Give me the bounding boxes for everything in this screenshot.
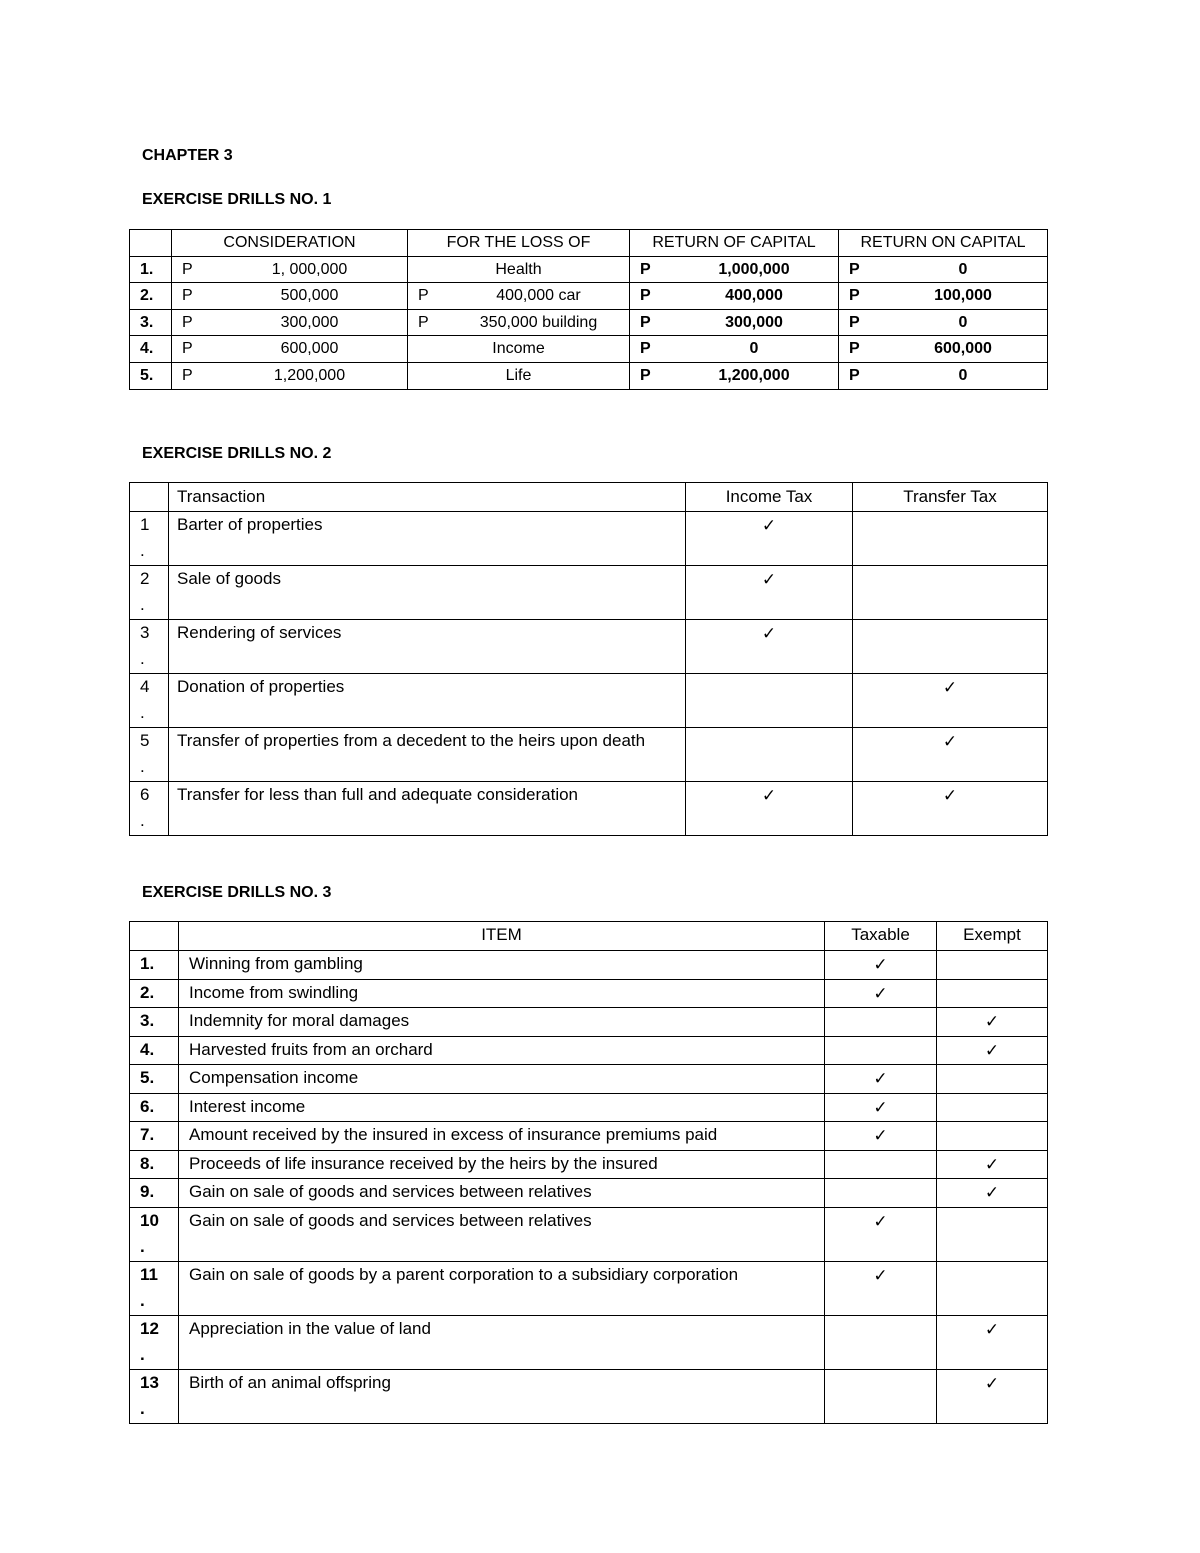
return-of-cell bbox=[630, 309, 839, 336]
return-of-cell bbox=[630, 283, 839, 310]
drill1-table bbox=[129, 229, 1048, 390]
row-number: 7. bbox=[130, 1122, 179, 1151]
transaction-cell: Donation of properties bbox=[169, 674, 686, 728]
check-icon bbox=[937, 951, 1048, 980]
loss-cell: Income bbox=[408, 336, 630, 363]
loss-cell bbox=[408, 283, 630, 310]
check-icon bbox=[686, 674, 853, 728]
drill2-table bbox=[129, 482, 1048, 836]
drill3-table bbox=[129, 921, 1048, 1424]
amount: 400,000 bbox=[725, 287, 783, 305]
header-taxable: Taxable bbox=[825, 922, 937, 951]
item-cell: Winning from gambling bbox=[179, 951, 825, 980]
drill3-header-row bbox=[130, 922, 1048, 951]
check-icon bbox=[825, 1179, 937, 1208]
row-number: 1 . bbox=[130, 512, 169, 566]
header-transaction: Transaction bbox=[169, 483, 686, 512]
check-icon bbox=[825, 1036, 937, 1065]
drill3-title: EXERCISE DRILLS NO. 3 bbox=[142, 884, 332, 901]
currency: P bbox=[849, 260, 860, 278]
header-blank bbox=[130, 922, 179, 951]
table-row bbox=[130, 1036, 1048, 1065]
loss-text: 350,000 building bbox=[479, 313, 598, 331]
row-number: 10 . bbox=[130, 1207, 179, 1261]
table-row bbox=[130, 336, 1048, 363]
table-row bbox=[130, 1093, 1048, 1122]
table-row bbox=[130, 782, 1048, 836]
consideration-cell bbox=[172, 309, 408, 336]
check-icon: ✓ bbox=[825, 1093, 937, 1122]
return-on-cell bbox=[839, 283, 1048, 310]
return-on-cell bbox=[839, 336, 1048, 363]
consideration-cell bbox=[172, 256, 408, 283]
table-row bbox=[130, 979, 1048, 1008]
table-row bbox=[130, 1008, 1048, 1037]
check-icon: ✓ bbox=[937, 1179, 1048, 1208]
table-row bbox=[130, 1122, 1048, 1151]
check-icon bbox=[937, 1261, 1048, 1315]
check-icon bbox=[825, 1008, 937, 1037]
loss-cell: Health bbox=[408, 256, 630, 283]
check-icon bbox=[853, 620, 1048, 674]
check-icon bbox=[825, 1369, 937, 1423]
drill1-header-row bbox=[130, 230, 1048, 257]
check-icon bbox=[686, 728, 853, 782]
row-number: 13 . bbox=[130, 1369, 179, 1423]
check-icon bbox=[937, 979, 1048, 1008]
row-number: 6 . bbox=[130, 782, 169, 836]
amount: 100,000 bbox=[934, 287, 992, 305]
row-number: 1. bbox=[130, 951, 179, 980]
row-number: 9. bbox=[130, 1179, 179, 1208]
check-icon: ✓ bbox=[825, 979, 937, 1008]
row-number: 2 . bbox=[130, 566, 169, 620]
consideration-cell bbox=[172, 283, 408, 310]
row-number: 5. bbox=[130, 1065, 179, 1094]
check-icon: ✓ bbox=[937, 1369, 1048, 1423]
return-of-cell bbox=[630, 256, 839, 283]
drill2-title: EXERCISE DRILLS NO. 2 bbox=[142, 445, 332, 462]
table-row bbox=[130, 1065, 1048, 1094]
row-number: 2. bbox=[130, 979, 179, 1008]
row-number: 6. bbox=[130, 1093, 179, 1122]
item-cell: Birth of an animal offspring bbox=[179, 1369, 825, 1423]
table-row bbox=[130, 283, 1048, 310]
header-blank bbox=[130, 483, 169, 512]
row-number: 11 . bbox=[130, 1261, 179, 1315]
check-icon: ✓ bbox=[937, 1315, 1048, 1369]
header-item: ITEM bbox=[179, 922, 825, 951]
item-cell: Proceeds of life insurance received by the heirs by the insured bbox=[179, 1150, 825, 1179]
currency: P bbox=[182, 260, 193, 278]
check-icon bbox=[937, 1207, 1048, 1261]
table-row bbox=[130, 1261, 1048, 1315]
table-row bbox=[130, 620, 1048, 674]
check-icon bbox=[937, 1093, 1048, 1122]
currency: P bbox=[640, 313, 651, 331]
header-blank bbox=[130, 230, 172, 257]
currency: P bbox=[640, 260, 651, 278]
row-number: 4 . bbox=[130, 674, 169, 728]
currency: P bbox=[849, 366, 860, 384]
table-row bbox=[130, 362, 1048, 389]
table-row bbox=[130, 1150, 1048, 1179]
table-row bbox=[130, 512, 1048, 566]
check-icon: ✓ bbox=[937, 1008, 1048, 1037]
table-row bbox=[130, 1179, 1048, 1208]
check-icon: ✓ bbox=[825, 1261, 937, 1315]
chapter-title: CHAPTER 3 bbox=[142, 147, 233, 164]
consideration-cell bbox=[172, 362, 408, 389]
amount: 300,000 bbox=[280, 313, 339, 331]
check-icon: ✓ bbox=[937, 1150, 1048, 1179]
return-of-cell bbox=[630, 362, 839, 389]
currency: P bbox=[182, 313, 193, 331]
amount: 1,200,000 bbox=[273, 366, 346, 384]
table-row bbox=[130, 309, 1048, 336]
item-cell: Harvested fruits from an orchard bbox=[179, 1036, 825, 1065]
item-cell: Gain on sale of goods by a parent corporation to a subsidiary corporation bbox=[179, 1261, 825, 1315]
amount: 1,200,000 bbox=[718, 366, 790, 384]
check-icon: ✓ bbox=[825, 1122, 937, 1151]
drill1-title: EXERCISE DRILLS NO. 1 bbox=[142, 191, 332, 208]
row-number: 4. bbox=[130, 336, 172, 363]
item-cell: Income from swindling bbox=[179, 979, 825, 1008]
row-number: 8. bbox=[130, 1150, 179, 1179]
currency: P bbox=[849, 313, 860, 331]
check-icon: ✓ bbox=[853, 728, 1048, 782]
currency: P bbox=[640, 340, 651, 358]
item-cell: Compensation income bbox=[179, 1065, 825, 1094]
currency: P bbox=[849, 287, 860, 305]
check-icon: ✓ bbox=[686, 566, 853, 620]
check-icon: ✓ bbox=[937, 1036, 1048, 1065]
row-number: 3 . bbox=[130, 620, 169, 674]
row-number: 5 . bbox=[130, 728, 169, 782]
return-on-cell bbox=[839, 256, 1048, 283]
header-return-on: RETURN ON CAPITAL bbox=[839, 230, 1048, 257]
row-number: 1. bbox=[130, 256, 172, 283]
consideration-cell bbox=[172, 336, 408, 363]
amount: 600,000 bbox=[280, 340, 339, 358]
transaction-cell: Sale of goods bbox=[169, 566, 686, 620]
amount: 500,000 bbox=[280, 287, 339, 305]
amount: 0 bbox=[749, 340, 759, 358]
return-of-cell bbox=[630, 336, 839, 363]
currency: P bbox=[849, 340, 860, 358]
item-cell: Amount received by the insured in excess of insurance premiums paid bbox=[179, 1122, 825, 1151]
header-return-of: RETURN OF CAPITAL bbox=[630, 230, 839, 257]
check-icon: ✓ bbox=[686, 512, 853, 566]
row-number: 5. bbox=[130, 362, 172, 389]
check-icon bbox=[853, 512, 1048, 566]
return-on-cell bbox=[839, 309, 1048, 336]
table-row bbox=[130, 256, 1048, 283]
loss-text: 400,000 car bbox=[496, 287, 581, 305]
check-icon: ✓ bbox=[825, 951, 937, 980]
currency: P bbox=[182, 287, 193, 305]
currency: P bbox=[418, 313, 429, 331]
check-icon bbox=[937, 1065, 1048, 1094]
amount: 0 bbox=[958, 260, 968, 278]
table-row bbox=[130, 566, 1048, 620]
check-icon: ✓ bbox=[825, 1065, 937, 1094]
amount: 1,000,000 bbox=[718, 260, 790, 278]
currency: P bbox=[640, 366, 651, 384]
item-cell: Gain on sale of goods and services between relatives bbox=[179, 1179, 825, 1208]
amount: 1, 000,000 bbox=[271, 260, 348, 278]
table-row bbox=[130, 674, 1048, 728]
currency: P bbox=[182, 366, 193, 384]
table-row bbox=[130, 1369, 1048, 1423]
check-icon bbox=[853, 566, 1048, 620]
table-row bbox=[130, 1207, 1048, 1261]
transaction-cell: Transfer of properties from a decedent to the heirs upon death bbox=[169, 728, 686, 782]
check-icon bbox=[937, 1122, 1048, 1151]
check-icon: ✓ bbox=[825, 1207, 937, 1261]
amount: 300,000 bbox=[725, 313, 783, 331]
item-cell: Appreciation in the value of land bbox=[179, 1315, 825, 1369]
table-row bbox=[130, 728, 1048, 782]
item-cell: Indemnity for moral damages bbox=[179, 1008, 825, 1037]
transaction-cell: Rendering of services bbox=[169, 620, 686, 674]
header-transfer-tax: Transfer Tax bbox=[853, 483, 1048, 512]
currency: P bbox=[418, 287, 429, 305]
amount: 0 bbox=[958, 366, 968, 384]
loss-cell: Life bbox=[408, 362, 630, 389]
return-on-cell bbox=[839, 362, 1048, 389]
transaction-cell: Barter of properties bbox=[169, 512, 686, 566]
check-icon: ✓ bbox=[686, 620, 853, 674]
check-icon: ✓ bbox=[853, 674, 1048, 728]
transaction-cell: Transfer for less than full and adequate consideration bbox=[169, 782, 686, 836]
row-number: 4. bbox=[130, 1036, 179, 1065]
check-icon bbox=[825, 1315, 937, 1369]
check-icon: ✓ bbox=[686, 782, 853, 836]
header-income-tax: Income Tax bbox=[686, 483, 853, 512]
header-exempt: Exempt bbox=[937, 922, 1048, 951]
table-row bbox=[130, 951, 1048, 980]
check-icon: ✓ bbox=[853, 782, 1048, 836]
currency: P bbox=[182, 340, 193, 358]
row-number: 2. bbox=[130, 283, 172, 310]
amount: 0 bbox=[958, 313, 968, 331]
row-number: 3. bbox=[130, 309, 172, 336]
amount: 600,000 bbox=[934, 340, 992, 358]
loss-cell bbox=[408, 309, 630, 336]
row-number: 12 . bbox=[130, 1315, 179, 1369]
currency: P bbox=[640, 287, 651, 305]
item-cell: Gain on sale of goods and services between relatives bbox=[179, 1207, 825, 1261]
row-number: 3. bbox=[130, 1008, 179, 1037]
header-loss: FOR THE LOSS OF bbox=[408, 230, 630, 257]
table-row bbox=[130, 1315, 1048, 1369]
header-consideration: CONSIDERATION bbox=[172, 230, 408, 257]
check-icon bbox=[825, 1150, 937, 1179]
item-cell: Interest income bbox=[179, 1093, 825, 1122]
drill2-header-row bbox=[130, 483, 1048, 512]
